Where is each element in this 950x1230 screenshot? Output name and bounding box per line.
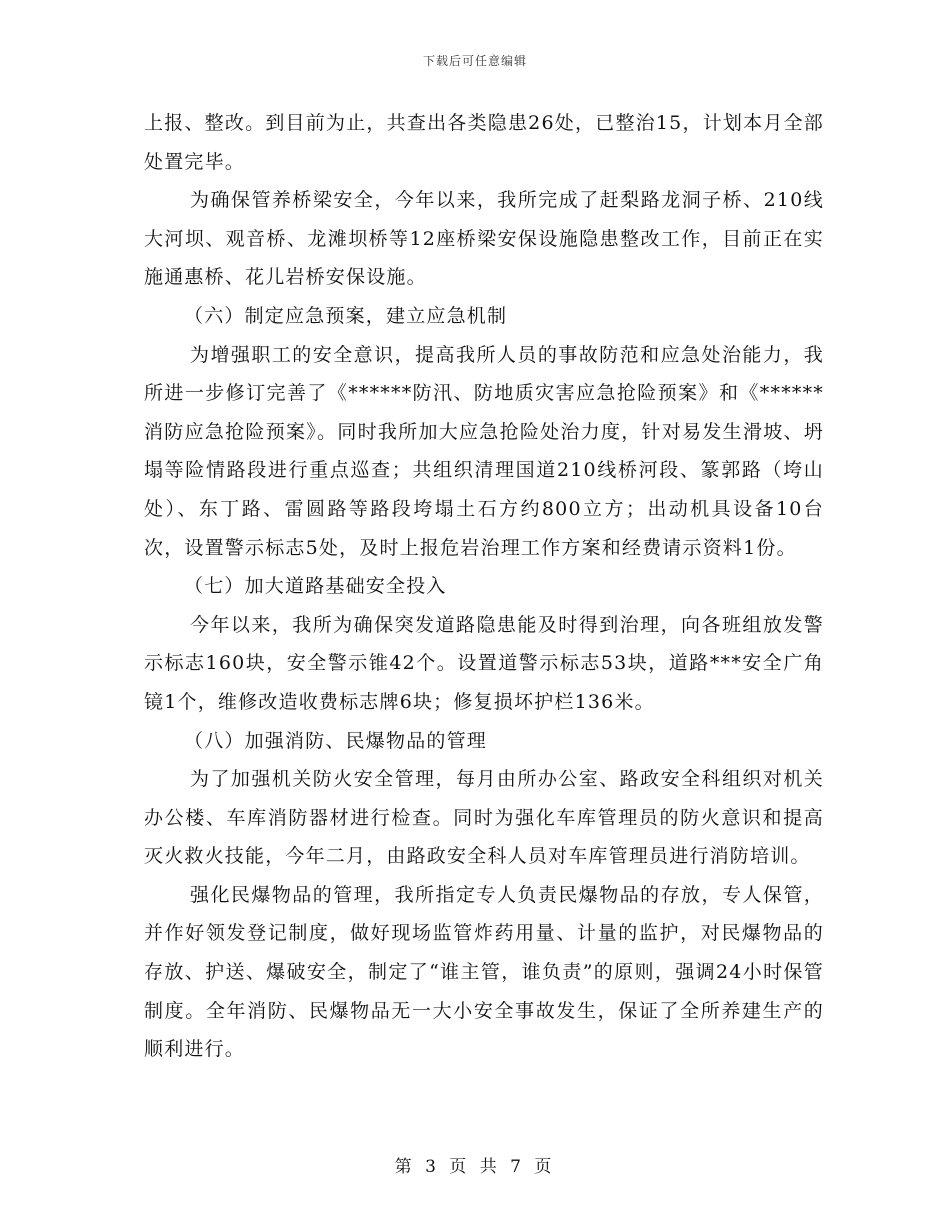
section-heading-7: （七）加大道路基础安全投入 — [184, 575, 447, 598]
paragraph-bridge-safety: 为确保管养桥梁安全，今年以来，我所完成了赶梨路龙洞子桥、210线大河坝、观音桥、龙滩坝桥等12座桥梁安保设施隐患整改工作，目前正在实施通惠桥、花儿岩桥安保设施。 — [144, 189, 824, 289]
document-body — [144, 104, 824, 1069]
paragraph-road-investment: 今年以来，我所为确保突发道路隐患能及时得到治理，向各班组放发警示标志160块，安全警示锥42个。设置道警示标志53块，道路***安全广角镜1个，维修改造收费标志牌6块；修复损坏护栏136米。 — [144, 613, 824, 713]
paragraph-continuation: 上报、整改。到目前为止，共查出各类隐患26处，已整治15，计划本月全部处置完毕。 — [144, 112, 824, 173]
section-heading-8: （八）加强消防、民爆物品的管理 — [184, 729, 488, 752]
section-heading-6: （六）制定应急预案，建立应急机制 — [184, 304, 508, 327]
paragraph-emergency-plan: 为增强职工的安全意识，提高我所人员的事故防范和应急处治能力，我所进一步修订完善了《******防汛、防地质灾害应急抢险预案》和《******消防应急抢险预案》。同时我所加大应急抢险处治力度，针对易发生滑坡、坍塌等险情路段进行重点巡查；共组织清理国道210线桥河段、篆郭路（垮山处）、东丁路、雷圆路等路段垮塌土石方约800立方；出动机具设备10台次，设置警示标志5处，及时上报危岩治理工作方案和经费请示资料1份。 — [144, 343, 824, 559]
paragraph-fire-safety: 为了加强机关防火安全管理，每月由所办公室、路政安全科组织对机关办公楼、车库消防器材进行检查。同时为强化车库管理员的防火意识和提高灭火救火技能，今年二月，由路政安全科人员对车库管理员进行消防培训。 — [144, 768, 824, 868]
page-number: 第 3 页 共 7 页 — [394, 1157, 556, 1177]
paragraph-explosives: 强化民爆物品的管理，我所指定专人负责民爆物品的存放，专人保管，并作好领发登记制度，做好现场监管炸药用量、计量的监护，对民爆物品的存放、护送、爆破安全，制定了“谁主管，谁负责”的原则，强调24小时保管制度。全年消防、民爆物品无一大小安全事故发生，保证了全所养建生产的顺利进行。 — [144, 883, 824, 1061]
page-header-note: 下载后可任意编辑 — [422, 54, 527, 68]
